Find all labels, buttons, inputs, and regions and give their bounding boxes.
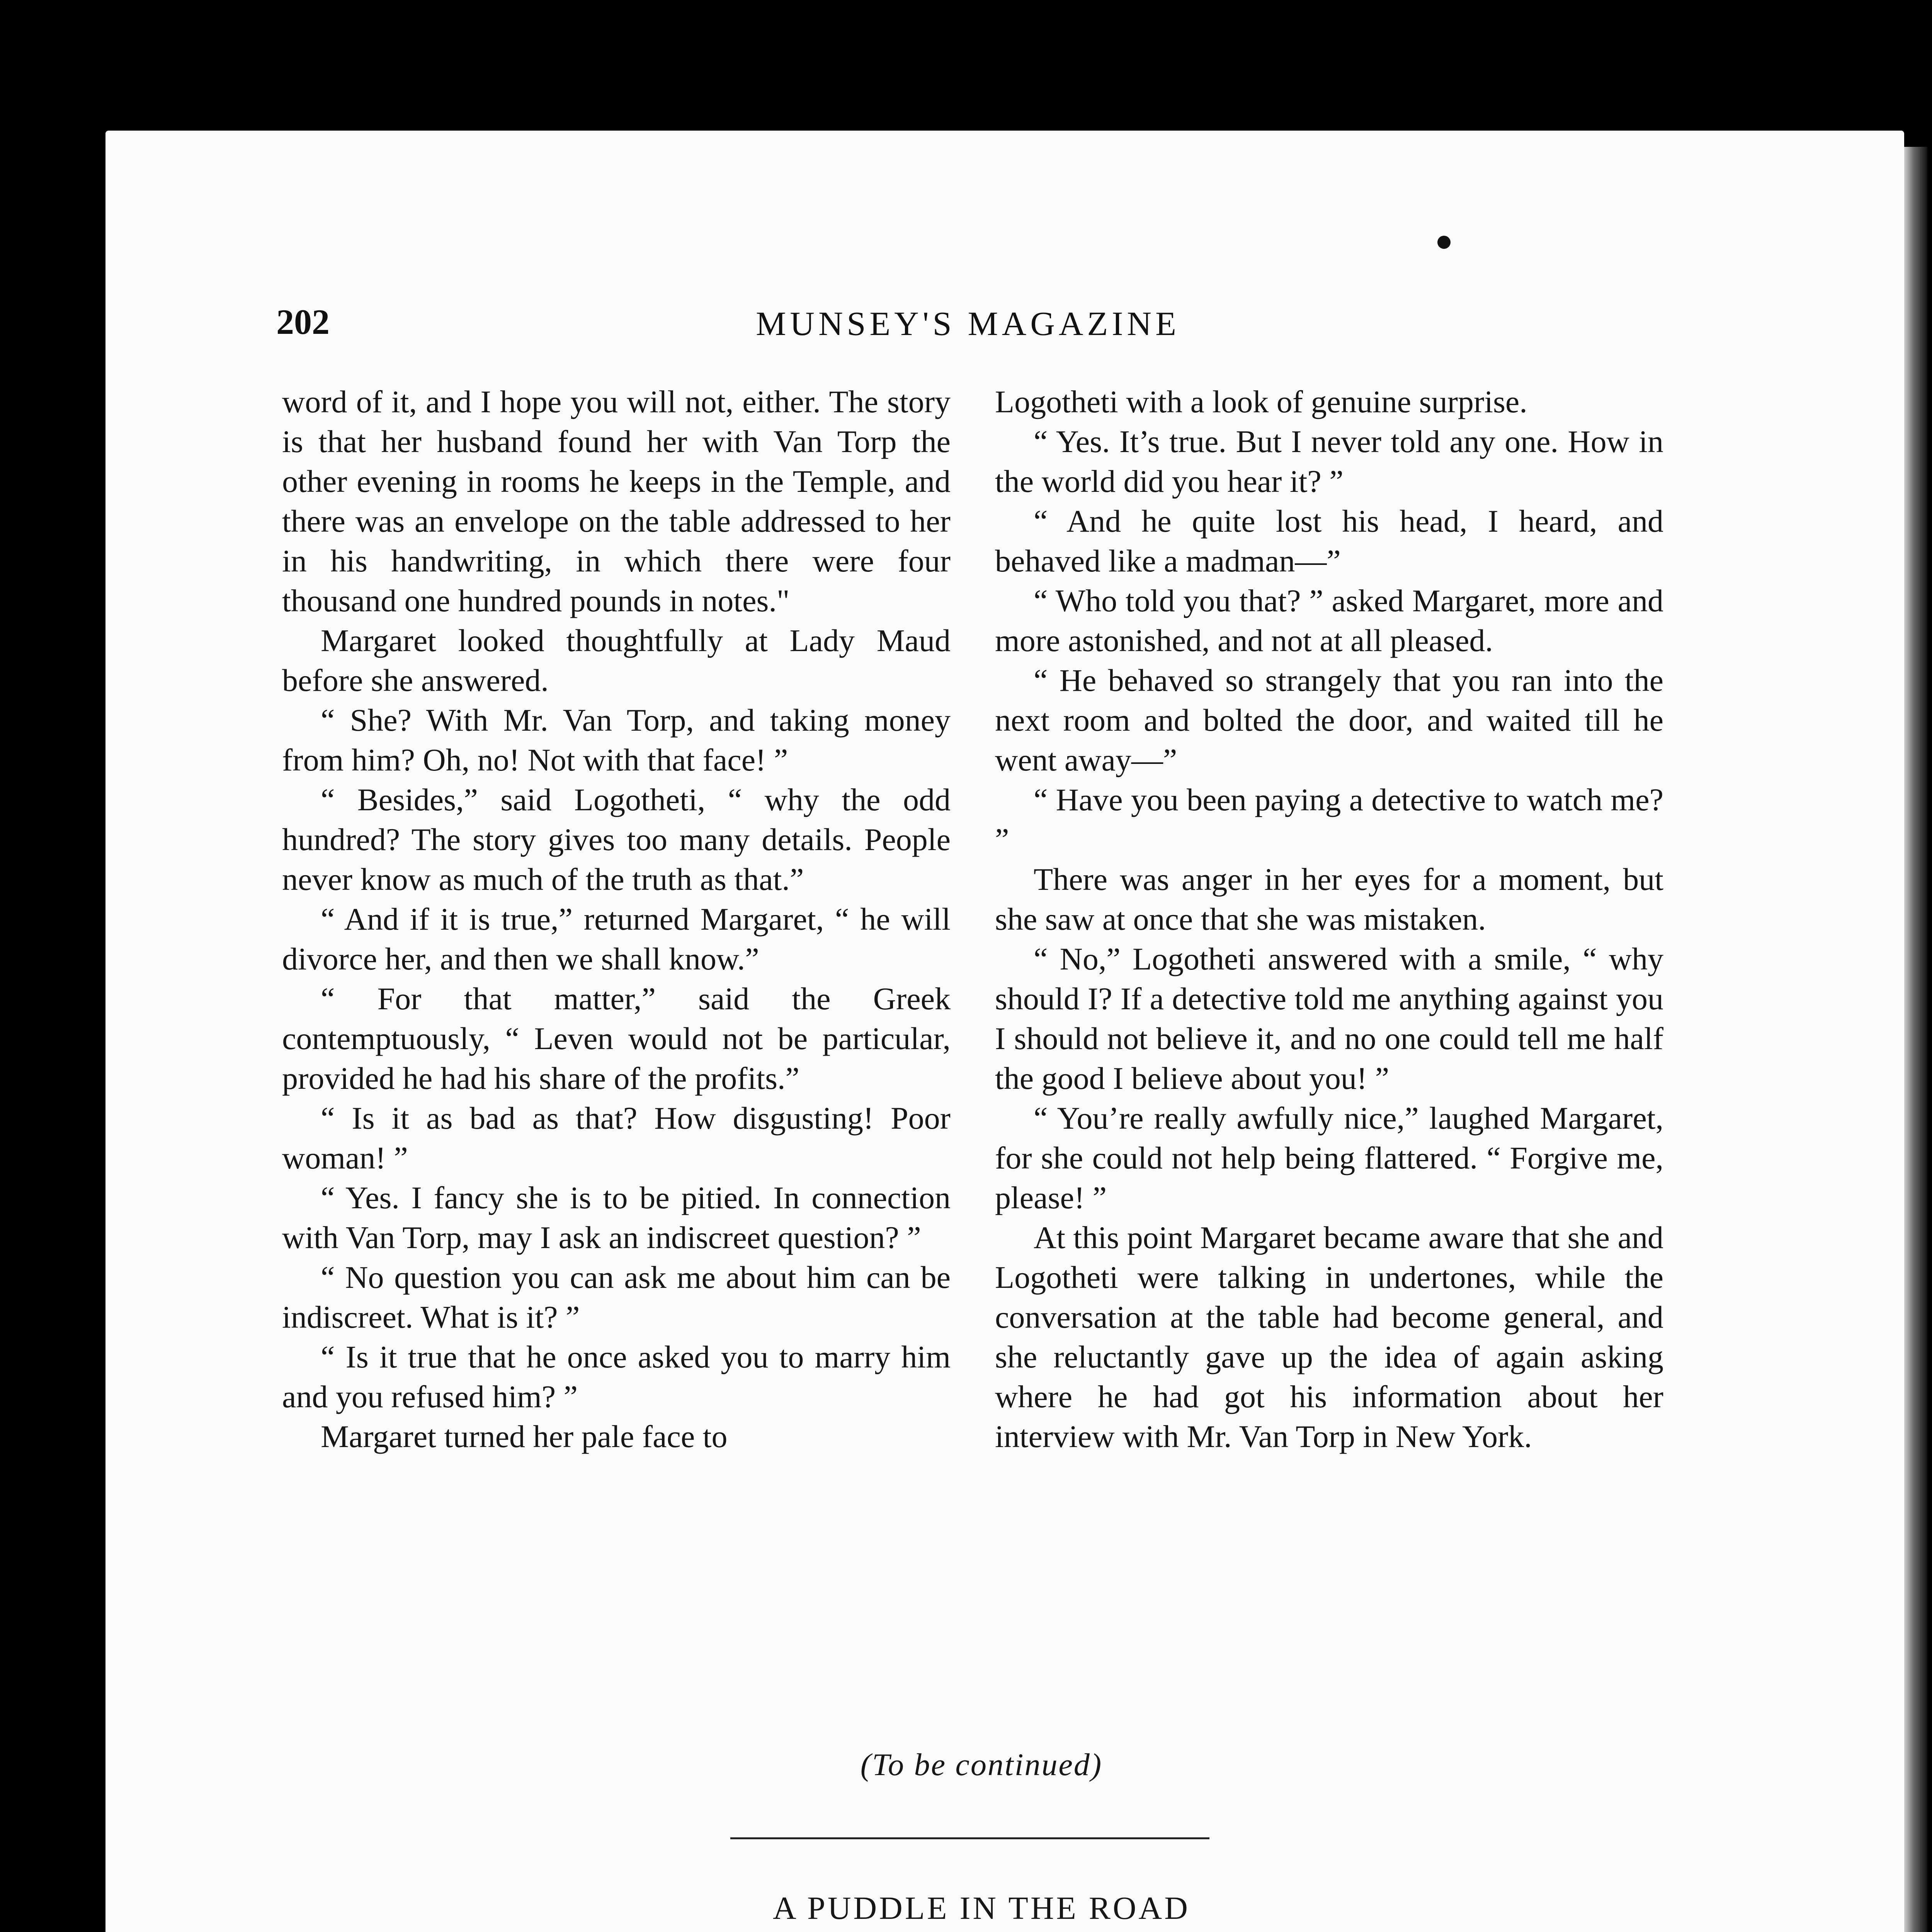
paragraph: Margaret looked thoughtfully at Lady Maud before she answered.	[282, 623, 951, 698]
paragraph: “ For that matter,” said the Greek contemptuously, “ Leven would not be particular, provided he had his share of the profits.”	[282, 981, 951, 1096]
paragraph: word of it, and I hope you will not, either. The story is that her husband found her with Van Torp the other evening in rooms he keeps in the Temple, and there was an envelope on the table addressed to her in his handwriting, in which there were four thousand one hundred pounds in notes."	[282, 384, 951, 618]
page-number: 202	[276, 302, 330, 342]
paragraph: There was anger in her eyes for a moment, but she saw at once that she was mistaken.	[995, 862, 1663, 937]
paragraph: “ Who told you that? ” asked Margaret, more and more astonished, and not at all pleased.	[995, 583, 1663, 658]
left-column	[282, 382, 951, 1456]
paragraph: “ He behaved so strangely that you ran into the next room and bolted the door, and waited till he went away—”	[995, 663, 1663, 777]
poem-title: A PUDDLE IN THE ROAD	[773, 1890, 1190, 1926]
paragraph: “ Have you been paying a detective to watch me? ”	[995, 782, 1663, 857]
paragraph: “ She? With Mr. Van Torp, and taking money from him? Oh, no! Not with that face! ”	[282, 702, 951, 777]
to-be-continued: (To be continued)	[860, 1747, 1103, 1782]
paragraph: Margaret turned her pale face to	[321, 1419, 728, 1454]
running-title: MUNSEY'S MAGAZINE	[756, 305, 1180, 343]
paragraph: “ And he quite lost his head, I heard, and behaved like a madman—”	[995, 503, 1663, 578]
paragraph: “ Is it true that he once asked you to marry him and you refused him? ”	[282, 1339, 951, 1414]
paragraph: “ Besides,” said Logotheti, “ why the odd hundred? The story gives too many details. People never know as much of the truth as that.”	[282, 782, 951, 897]
paragraph: Logotheti with a look of genuine surprise.	[995, 384, 1527, 419]
paragraph: “ Yes. I fancy she is to be pitied. In connection with Van Torp, may I ask an indiscreet question? ”	[282, 1180, 951, 1255]
paragraph: “ Yes. It’s true. But I never told any one. How in the world did you hear it? ”	[995, 424, 1663, 499]
section-divider	[730, 1837, 1209, 1839]
page-header	[276, 301, 1660, 352]
ink-dot	[1437, 236, 1451, 249]
paragraph: “ No,” Logotheti answered with a smile, “ why should I? If a detective told me anything against you I should not believe it, and no one could tell me half the good I believe about you! ”	[995, 941, 1663, 1096]
paragraph: “ Is it as bad as that? How disgusting! Poor woman! ”	[282, 1100, 951, 1175]
right-column	[995, 382, 1663, 1456]
paragraph: “ You’re really awfully nice,” laughed Margaret, for she could not help being flattered. “ Forgive me, please! ”	[995, 1100, 1663, 1215]
paragraph: “ And if it is true,” returned Margaret, “ he will divorce her, and then we shall know.”	[282, 901, 951, 976]
paragraph: “ No question you can ask me about him can be indiscreet. What is it? ”	[282, 1260, 951, 1335]
page-edge-shadow	[1904, 147, 1927, 1932]
paragraph: At this point Margaret became aware that she and Logotheti were talking in undertones, while the conversation at the table had become general, and she reluctantly gave up the idea of again asking where he had got his information about her interview with Mr. Van Torp in New York.	[995, 1220, 1663, 1454]
